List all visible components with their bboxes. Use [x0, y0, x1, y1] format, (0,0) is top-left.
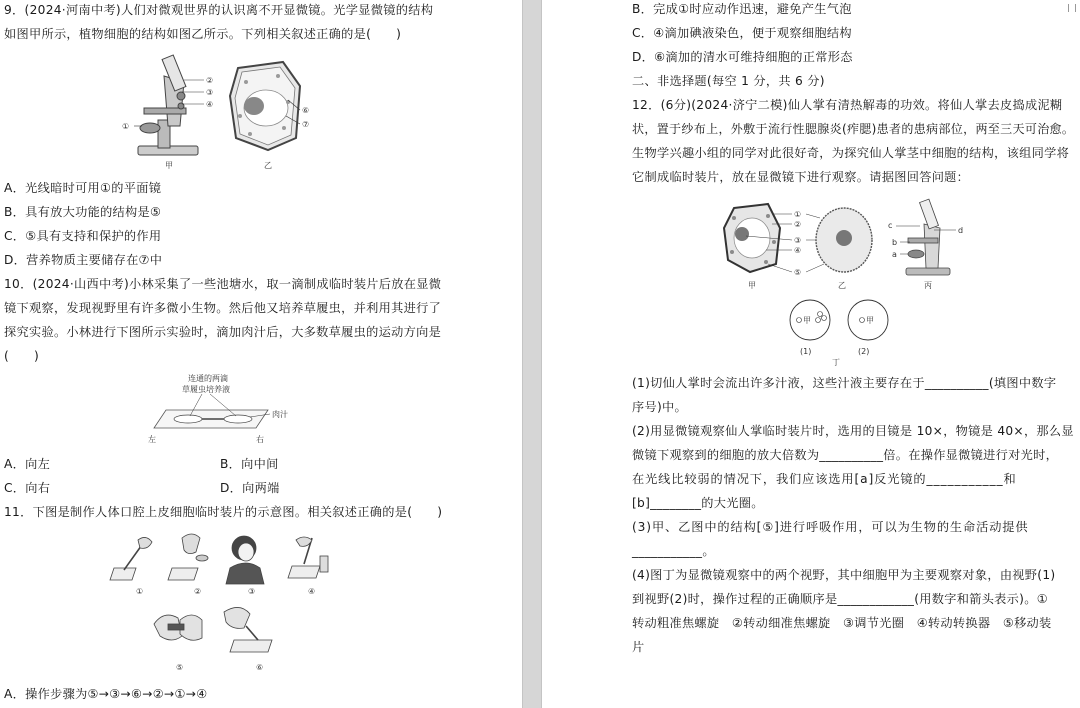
q12-letter-c: c	[888, 221, 893, 230]
q12-view2-label: (2)	[858, 347, 870, 356]
right-page	[542, 0, 1080, 708]
page-gutter	[522, 0, 542, 708]
q12-fig-bing: 丙	[924, 281, 932, 290]
q12-sub4-line4: 片	[632, 640, 645, 654]
q12-line4: 它制成临时装片，放在显微镜下进行观察。请据图回答问题：	[632, 170, 970, 184]
q10-line3: 探究实验。小林进行下图所示实验时，滴加肉汁后，大多数草履虫的运动方向是	[4, 325, 442, 339]
q12-sub3-line1: (3)甲、乙图中的结构[⑤]进行呼吸作用，可以为生物的生命活动提供	[632, 520, 1029, 534]
q10-fig-top1: 连通的两滴	[188, 374, 228, 383]
q10-line1: 10．(2024·山西中考)小林采集了一些池塘水，取一滴制成临时装片后放在显微	[4, 277, 442, 291]
q12-sub4-line3: 转动粗准焦螺旋 ②转动细准焦螺旋 ③调节光圈 ④转动转换器 ⑤移动装	[632, 616, 1052, 630]
q12-sub2-line2: 微镜下观察到的细胞的放大倍数为__________倍。在操作显微镜进行对光时，	[632, 448, 1059, 462]
q10-option-a: A．向左	[4, 457, 51, 471]
q10-option-c: C．向右	[4, 481, 51, 495]
q9-marker-7: ⑦	[302, 120, 310, 129]
q11-option-c: C．④滴加碘液染色，便于观察细胞结构	[632, 26, 852, 40]
q9-marker-4: ④	[206, 100, 214, 109]
q11-step-2: ②	[194, 587, 202, 596]
q10-option-d: D．向两端	[220, 481, 280, 495]
q12-line1: 12．(6分)(2024·济宁二模)仙人掌有清热解毒的功效。将仙人掌去皮捣成泥糊	[632, 98, 1063, 112]
q10-fig-right: 右	[256, 435, 264, 444]
q12-line3: 生物学兴趣小组的同学对此很好奇，为探究仙人掌茎中细胞的结构，该组同学将	[632, 146, 1070, 160]
q12-letter-a: a	[892, 250, 897, 259]
microscope-drawing	[138, 55, 198, 155]
q12-marker-4: ④	[794, 246, 802, 255]
q12-sub4-line1: (4)图丁为显微镜观察中的两个视野，其中细胞甲为主要观察对象，由视野(1)	[632, 568, 1056, 582]
q10-fig-left: 左	[148, 435, 156, 444]
q9-fig-label-jia: 甲	[165, 161, 173, 170]
q12-view2-cell: 甲	[866, 316, 874, 325]
section-title: 二、非选择题(每空 1 分，共 6 分)	[632, 74, 825, 88]
q12-letter-d: d	[958, 226, 964, 235]
q11-option-d: D．⑥滴加的清水可维持细胞的正常形态	[632, 50, 853, 64]
plant-cell-drawing	[230, 62, 300, 150]
q12-fig-ding: 丁	[832, 358, 840, 367]
q9-marker-1: ①	[122, 122, 130, 131]
q9-marker-6: ⑥	[302, 106, 310, 115]
q12-view1-cell: 甲	[803, 316, 811, 325]
q12-view1-label: (1)	[800, 347, 812, 356]
q11-figure	[106, 528, 346, 676]
q12-sub2-line4: [b]________的大光圈。	[632, 496, 764, 510]
q12-fig-jia: 甲	[748, 281, 756, 290]
left-page	[0, 0, 522, 708]
q10-line2: 镜下观察，发现视野里有许多微小生物。然后他又培养草履虫，并利用其进行了	[4, 301, 442, 315]
q12-marker-3: ③	[794, 236, 802, 245]
resize-handle-icon[interactable]	[1068, 4, 1076, 12]
q9-option-b: B．具有放大功能的结构是⑤	[4, 205, 162, 219]
q9-option-a: A．光线暗时可用①的平面镜	[4, 181, 162, 195]
q12-sub1-line1: (1)切仙人掌时会流出许多汁液，这些汁液主要存在于__________(填图中数字	[632, 376, 1057, 390]
q12-marker-2: ②	[794, 220, 802, 229]
q9-fig-label-yi: 乙	[264, 161, 272, 170]
q12-letter-b: b	[892, 238, 898, 247]
q9-line2: 如图甲所示，植物细胞的结构如图乙所示。下列相关叙述正确的是( )	[4, 27, 402, 41]
q11-step-6: ⑥	[256, 663, 264, 672]
q10-fig-top2: 草履虫培养液	[182, 385, 230, 394]
q9-marker-3: ③	[206, 88, 214, 97]
q12-sub3-line2: ___________。	[632, 544, 715, 558]
q9-marker-2: ②	[206, 76, 214, 85]
q10-line4: ( )	[4, 349, 40, 363]
q12-sub1-line2: 序号)中。	[632, 400, 688, 414]
microscope-bing-drawing	[906, 199, 950, 275]
q11-line1: 11．下图是制作人体口腔上皮细胞临时装片的示意图。相关叙述正确的是( )	[4, 505, 443, 519]
q9-line1: 9．(2024·河南中考)人们对微观世界的认识离不开显微镜。光学显微镜的结构	[4, 3, 434, 17]
q10-option-b: B．向中间	[220, 457, 279, 471]
q11-step-3: ③	[248, 587, 256, 596]
q9-option-c: C．⑤具有支持和保护的作用	[4, 229, 162, 243]
q12-sub2-line1: (2)用显微镜观察仙人掌临时装片时，选用的目镜是 10×，物镜是 40×，那么显	[632, 424, 1074, 438]
q11-step-1: ①	[136, 587, 144, 596]
q12-marker-5: ⑤	[794, 268, 802, 277]
q12-figure	[720, 194, 970, 368]
q11-step-5: ⑤	[176, 663, 184, 672]
q11-option-a: A．操作步骤为⑤→③→⑥→②→①→④	[4, 687, 208, 701]
q12-sub2-line3: 在光线比较弱的情况下，我们应该选用[a]反光镜的___________和	[632, 472, 1017, 486]
q12-marker-1: ①	[794, 210, 802, 219]
q12-fig-yi: 乙	[838, 281, 846, 290]
q11-option-b: B．完成①时应动作迅速，避免产生气泡	[632, 2, 852, 16]
q10-figure	[146, 372, 296, 448]
q12-sub4-line2: 到视野(2)时，操作过程的正确顺序是____________(用数字和箭头表示)。①	[632, 592, 1048, 606]
q9-option-d: D．营养物质主要储存在⑦中	[4, 253, 163, 267]
q12-line2: 状，置于纱布上，外敷于流行性腮腺炎(痄腮)患者的患病部位，两至三天可治愈。	[632, 122, 1075, 136]
q10-fig-meat: 肉汁	[272, 410, 288, 419]
q9-figure	[118, 46, 333, 174]
q11-step-4: ④	[308, 587, 316, 596]
